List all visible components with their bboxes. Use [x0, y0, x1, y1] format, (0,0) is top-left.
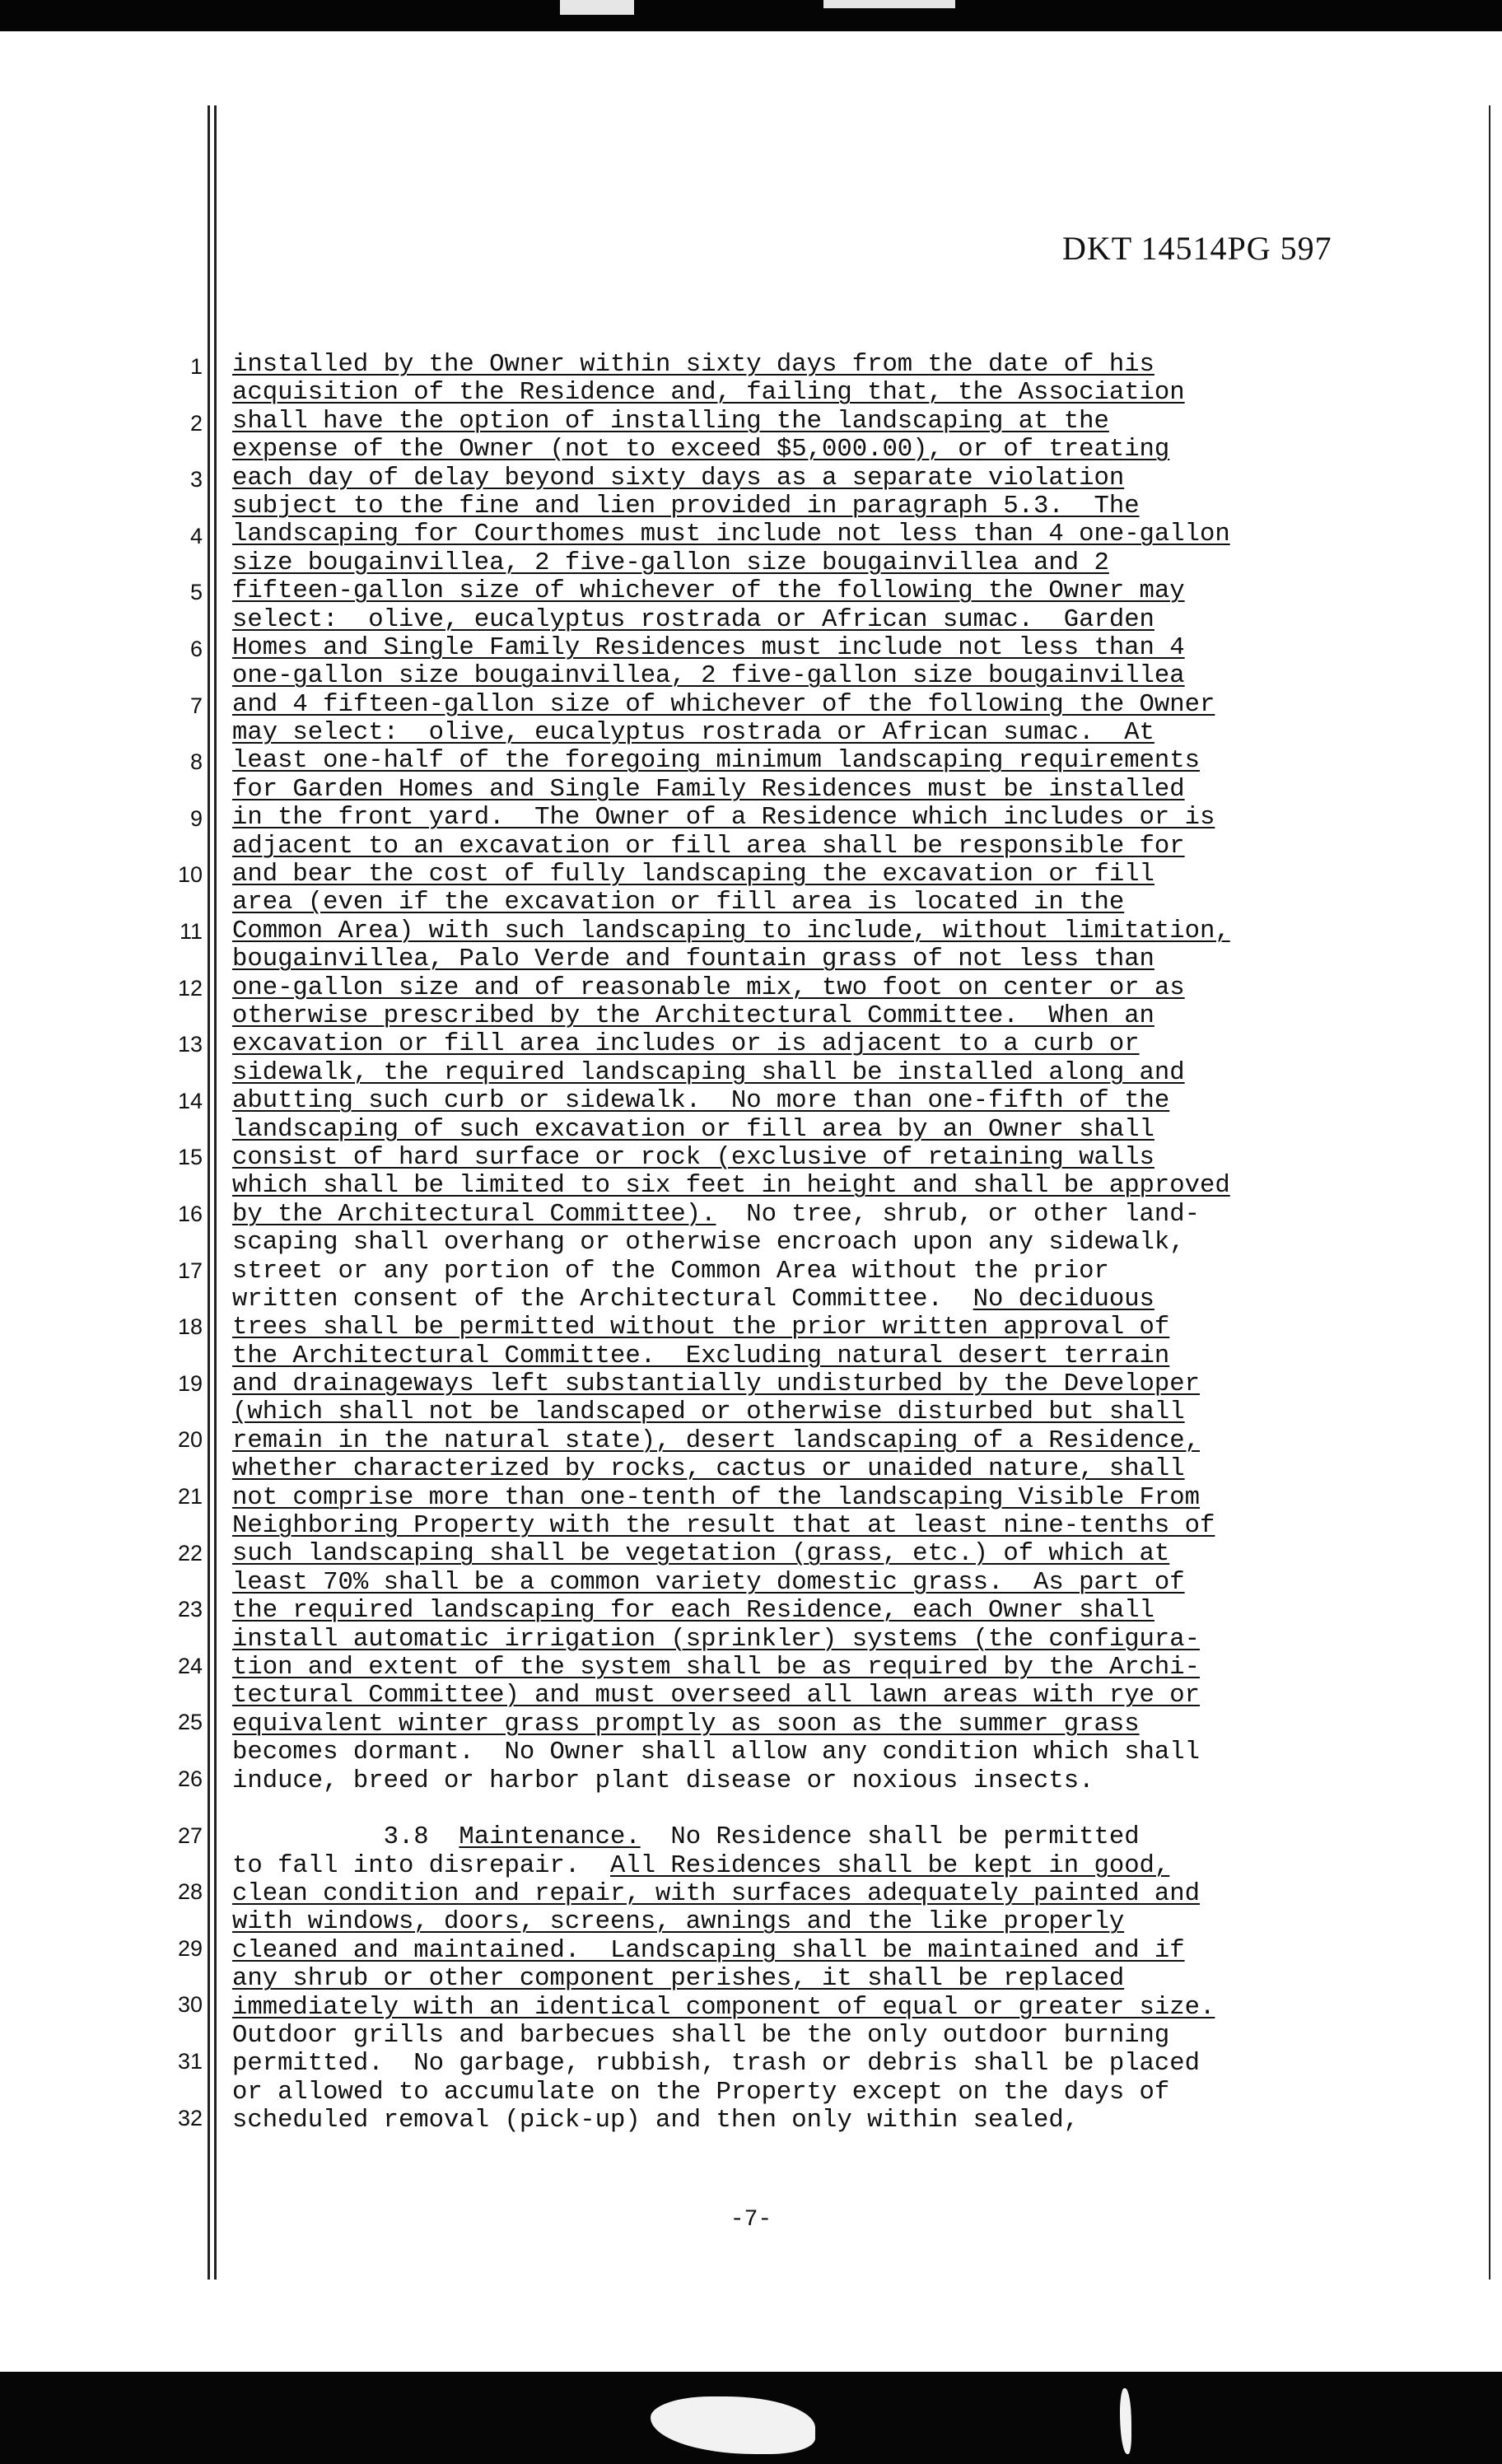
scan-border-bottom [0, 2372, 1502, 2464]
underlined-text: installed by the Owner within sixty days from the date of his [232, 351, 1154, 379]
underlined-text: otherwise prescribed by the Architectural Committee. When an [232, 1001, 1154, 1030]
underlined-text: remain in the natural state), desert landscaping of a Residence, [232, 1426, 1200, 1455]
text-line [232, 1314, 1451, 1342]
underlined-text: one-gallon size and of reasonable mix, two foot on center or as [232, 973, 1185, 1002]
underlined-text: fifteen-gallon size of whichever of the following the Owner may [232, 577, 1185, 606]
text-line [232, 917, 1451, 945]
underlined-text: All Residences shall be kept in good, [609, 1851, 1170, 1880]
underlined-text: such landscaping shall be vegetation (grass, etc.) of which at [232, 1540, 1170, 1569]
underlined-text: landscaping of such excavation or fill area by an Owner shall [232, 1115, 1154, 1144]
text-line [232, 1116, 1451, 1144]
text-line [232, 464, 1451, 492]
underlined-text: with windows, doors, screens, awnings and the like properly [232, 1908, 1125, 1937]
text-line [232, 436, 1451, 464]
underlined-text: sidewalk, the required landscaping shall be installed along and [232, 1058, 1185, 1087]
plain-text: 3.8 [232, 1823, 459, 1852]
text-line [232, 2050, 1451, 2078]
page-number: -7- [730, 2207, 772, 2233]
underlined-text: area (even if the excavation or fill area is located in the [232, 889, 1125, 917]
text-line [232, 1455, 1451, 1483]
text-line [232, 776, 1451, 804]
line-number: 28 [177, 1879, 203, 1905]
underlined-text: (which shall not be landscaped or otherwise disturbed but shall [232, 1398, 1185, 1427]
text-line [232, 1059, 1451, 1087]
line-number: 7 [189, 693, 203, 718]
underlined-text: and drainageways left substantially undisturbed by the Developer [232, 1370, 1200, 1399]
line-number: 2 [189, 410, 203, 436]
line-number: 24 [177, 1653, 203, 1678]
text-line [232, 1767, 1451, 1795]
line-number: 22 [177, 1540, 203, 1566]
text-line [232, 2079, 1451, 2107]
underlined-text: tectural Committee) and must overseed all lawn areas with rye or [232, 1682, 1200, 1710]
text-line [232, 804, 1451, 832]
text-line [232, 889, 1451, 917]
underlined-text: excavation or fill area includes or is adjacent to a curb or [232, 1030, 1140, 1059]
text-line [232, 662, 1451, 690]
underlined-text: each day of delay beyond sixty days as a separate violation [232, 464, 1125, 492]
underlined-text: and bear the cost of fully landscaping the excavation or fill [232, 861, 1154, 889]
line-number: 15 [177, 1145, 203, 1170]
text-line [232, 1908, 1451, 1936]
line-number: 21 [177, 1484, 203, 1509]
text-line [232, 1030, 1451, 1058]
underlined-text: cleaned and maintained. Landscaping shall be maintained and if [232, 1936, 1185, 1965]
line-number: 9 [189, 805, 203, 831]
underlined-text: size bougainvillea, 2 five-gallon size bougainvillea and 2 [232, 548, 1109, 577]
text-line [232, 1427, 1451, 1455]
line-number: 25 [177, 1710, 203, 1735]
underlined-text: tion and extent of the system shall be as required by the Archi- [232, 1653, 1200, 1682]
right-margin-rule [1489, 105, 1490, 2280]
underlined-text: for Garden Homes and Single Family Residences must be installed [232, 775, 1185, 804]
line-number: 23 [177, 1597, 203, 1622]
plain-text: Outdoor grills and barbecues shall be the only outdoor burning [232, 2022, 1170, 2051]
plain-text: scheduled removal (pick-up) and then only within sealed, [232, 2107, 1080, 2135]
text-line [232, 1342, 1451, 1370]
plain-text: scaping shall overhang or otherwise encroach upon any sidewalk, [232, 1229, 1185, 1258]
plain-text: becomes dormant. No Owner shall allow any condition which shall [232, 1738, 1200, 1767]
underlined-text: any shrub or other component perishes, it shall be replaced [232, 1965, 1125, 1994]
line-number: 31 [177, 2049, 203, 2074]
underlined-text: subject to the fine and lien provided in paragraph 5.3. The [232, 492, 1140, 520]
underlined-text: the Architectural Committee. Excluding natural desert terrain [232, 1342, 1170, 1370]
underlined-text: Homes and Single Family Residences must include not less than 4 [232, 633, 1185, 662]
underlined-text: install automatic irrigation (sprinkler) systems (the configura- [232, 1625, 1200, 1654]
text-line [232, 577, 1451, 605]
underlined-text: expense of the Owner (not to exceed $5,000.00), or of treating [232, 436, 1170, 464]
underlined-text: trees shall be permitted without the prior written approval of [232, 1314, 1170, 1342]
text-line [232, 1880, 1451, 1908]
underlined-text: Maintenance. [459, 1823, 641, 1852]
underlined-text: the required landscaping for each Residence, each Owner shall [232, 1597, 1154, 1626]
underlined-text: Common Area) with such landscaping to include, without limitation, [232, 917, 1230, 945]
text-line [232, 1484, 1451, 1512]
text-line [232, 1682, 1451, 1710]
line-number: 10 [177, 862, 203, 888]
text-line [232, 1965, 1451, 1993]
line-number: 6 [189, 637, 203, 661]
left-margin-rule-inner [214, 105, 217, 2280]
text-line [232, 1626, 1451, 1654]
plain-text: street or any portion of the Common Area without the prior [232, 1257, 1109, 1286]
text-line [232, 1370, 1451, 1398]
line-number: 20 [177, 1427, 203, 1453]
text-line [232, 634, 1451, 662]
text-line [232, 974, 1451, 1002]
line-number: 26 [177, 1766, 203, 1791]
line-number: 13 [177, 1032, 203, 1057]
line-number: 14 [177, 1088, 203, 1113]
text-line [232, 861, 1451, 889]
text-line [232, 1229, 1451, 1257]
line-number: 32 [177, 2105, 203, 2130]
underlined-text: immediately with an identical component of equal or greater size. [232, 1993, 1215, 2022]
underlined-text: whether characterized by rocks, cactus or unaided nature, shall [232, 1455, 1185, 1484]
plain-text: No Residence shall be permitted [640, 1823, 1140, 1852]
plain-text: to fall into disrepair. [232, 1851, 610, 1880]
text-line [232, 1286, 1451, 1314]
text-line [232, 1144, 1451, 1172]
line-number: 3 [189, 467, 203, 492]
line-number: 12 [177, 975, 203, 1001]
underlined-text: select: olive, eucalyptus rostrada or African sumac. Garden [232, 605, 1154, 634]
text-line [232, 1597, 1451, 1625]
text-line [232, 2107, 1451, 2135]
line-number: 18 [177, 1314, 203, 1340]
plain-text: induce, breed or harbor plant disease or noxious insects. [232, 1766, 1094, 1795]
scan-artifact [823, 0, 955, 8]
text-line [232, 1795, 1451, 1823]
underlined-text: by the Architectural Committee). [232, 1200, 716, 1229]
underlined-text: consist of hard surface or rock (exclusive of retaining walls [232, 1143, 1154, 1172]
underlined-text: adjacent to an excavation or fill area shall be responsible for [232, 832, 1185, 861]
text-line [232, 492, 1451, 520]
underlined-text: one-gallon size bougainvillea, 2 five-gallon size bougainvillea [232, 662, 1185, 691]
underlined-text: in the front yard. The Owner of a Residence which includes or is [232, 804, 1215, 833]
text-line [232, 2022, 1451, 2050]
line-number: 5 [189, 580, 203, 605]
line-number: 19 [177, 1370, 203, 1396]
text-line [232, 1710, 1451, 1738]
underlined-text: bougainvillea, Palo Verde and fountain grass of not less than [232, 945, 1154, 974]
text-line [232, 945, 1451, 973]
text-line [232, 1087, 1451, 1115]
text-line [232, 1398, 1451, 1426]
underlined-text: acquisition of the Residence and, failing that, the Association [232, 379, 1185, 408]
underlined-text: may select: olive, eucalyptus rostrada or African sumac. At [232, 719, 1154, 748]
underlined-text: abutting such curb or sidewalk. No more than one-fifth of the [232, 1087, 1170, 1116]
underlined-text: and 4 fifteen-gallon size of whichever of the following the Owner [232, 690, 1215, 719]
underlined-text: which shall be limited to six feet in height and shall be approved [232, 1172, 1230, 1201]
text-line [232, 1994, 1451, 2022]
scan-artifact [651, 2396, 815, 2454]
text-line [232, 520, 1451, 548]
text-line [232, 719, 1451, 747]
text-line [232, 1172, 1451, 1200]
text-line [232, 1569, 1451, 1597]
line-number: 16 [177, 1202, 203, 1226]
underlined-text: clean condition and repair, with surfaces adequately painted and [232, 1880, 1200, 1909]
text-line [232, 408, 1451, 436]
scan-artifact [1120, 2388, 1131, 2454]
underlined-text: not comprise more than one-tenth of the landscaping Visible From [232, 1483, 1200, 1512]
underlined-text: equivalent winter grass promptly as soon as the summer grass [232, 1710, 1140, 1738]
text-line [232, 1002, 1451, 1030]
text-line [232, 379, 1451, 407]
document-reference-number: DKT 14514PG 597 [1062, 230, 1332, 267]
text-line [232, 1852, 1451, 1880]
text-line [232, 691, 1451, 719]
text-line [232, 1540, 1451, 1568]
left-margin-rule-outer [208, 105, 210, 2280]
underlined-text: least one-half of the foregoing minimum landscaping requirements [232, 747, 1200, 776]
plain-text: permitted. No garbage, rubbish, trash or debris shall be placed [232, 2050, 1200, 2079]
scan-border-top [0, 0, 1502, 31]
document-body [232, 351, 1451, 2135]
line-number: 1 [189, 354, 203, 379]
line-number: 8 [189, 749, 203, 775]
text-line [232, 1258, 1451, 1286]
text-line [232, 1937, 1451, 1965]
underlined-text: shall have the option of installing the landscaping at the [232, 407, 1109, 436]
text-line [232, 1512, 1451, 1540]
text-line [232, 606, 1451, 634]
text-line [232, 1654, 1451, 1682]
line-number: 11 [179, 919, 203, 944]
text-line [232, 1823, 1451, 1851]
text-line [232, 1201, 1451, 1229]
underlined-text: No deciduous [973, 1285, 1154, 1314]
text-line [232, 747, 1451, 775]
plain-text: written consent of the Architectural Committee. [232, 1285, 973, 1314]
text-line [232, 549, 1451, 577]
text-line [232, 1738, 1451, 1766]
plain-text: or allowed to accumulate on the Property except on the days of [232, 2078, 1170, 2107]
underlined-text: least 70% shall be a common variety domestic grass. As part of [232, 1568, 1185, 1597]
text-line [232, 833, 1451, 861]
scan-artifact [560, 0, 634, 15]
underlined-text: landscaping for Courthomes must include not less than 4 one-gallon [232, 520, 1230, 549]
line-number: 30 [177, 1992, 203, 2018]
plain-text: No tree, shrub, or other land- [716, 1200, 1200, 1229]
text-line [232, 351, 1451, 379]
line-number: 27 [177, 1822, 203, 1848]
line-number: 4 [189, 523, 203, 548]
underlined-text: Neighboring Property with the result that at least nine-tenths of [232, 1512, 1215, 1541]
line-number: 17 [177, 1258, 203, 1283]
line-number: 29 [177, 1935, 203, 1961]
